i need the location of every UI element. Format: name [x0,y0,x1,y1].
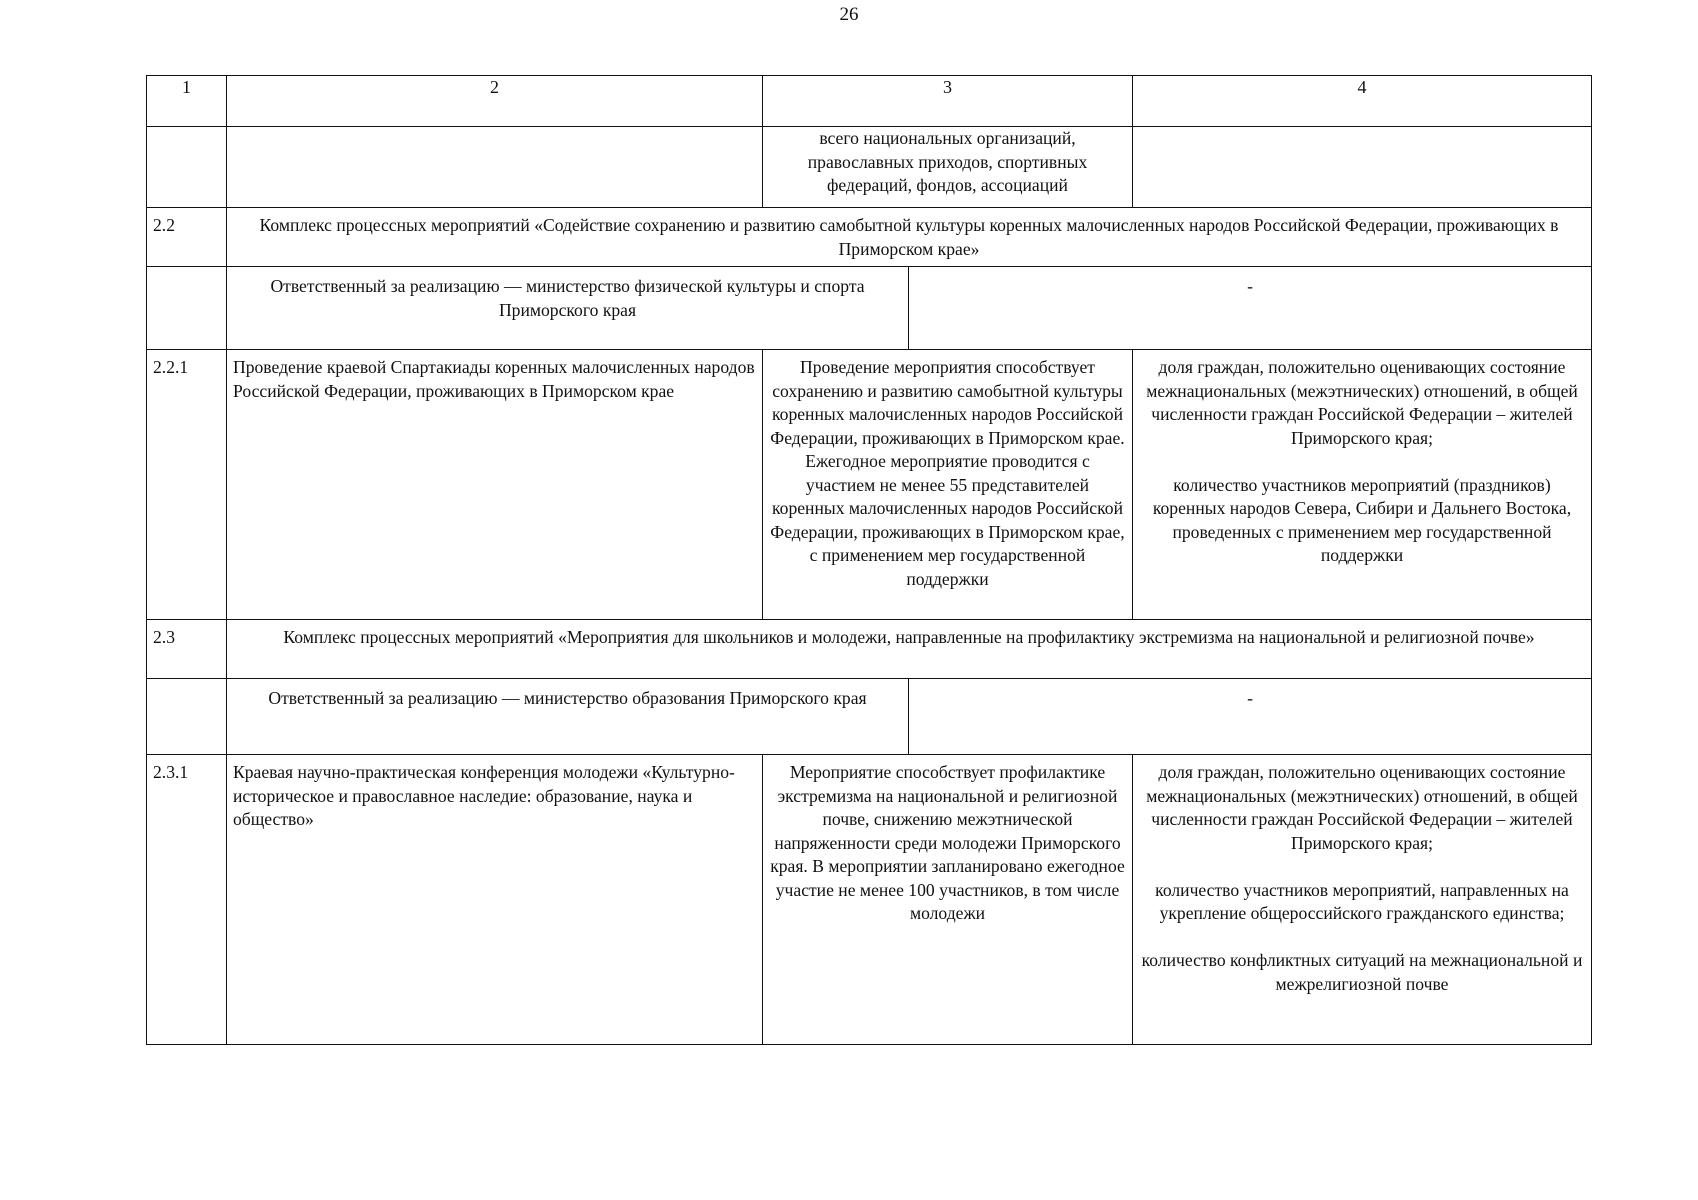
measure-description: Проведение мероприятия способствует сохранению и развитию самобытной культуры коренных малочисленных народов Российской Федерации, проживающих в Приморском крае. Ежегодное мероприятие проводится с участием не менее 55 представителей коренных малочисленных народов Российской Федерации, проживающих в Приморском крае, с применением мер государственной поддержки [763,350,1133,620]
measures-table [146,75,1592,1045]
section-number: 2.2 [147,208,227,267]
measure-indicators [1133,350,1592,620]
indicator-text: доля граждан, положительно оценивающих состояние межнациональных (межэтнических) отношений, в общей численности граждан Российской Федерации – жителей Приморского края; [1146,357,1578,448]
section-title: Комплекс процессных мероприятий «Мероприятия для школьников и молодежи, направленные на профилактику экстремизма на национальной и религиозной почве» [227,620,1592,679]
responsible-right: - [909,267,1592,350]
measure-name: Проведение краевой Спартакиады коренных малочисленных народов Российской Федерации, проживающих в Приморском крае [227,350,763,620]
section-title: Комплекс процессных мероприятий «Содействие сохранению и развитию самобытной культуры коренных малочисленных народов Российской Федерации, проживающих в Приморском крае» [227,208,1592,267]
section-row [147,620,1592,679]
header-col-1: 1 [147,76,227,127]
indicator-text: доля граждан, положительно оценивающих состояние межнациональных (межэтнических) отношений, в общей численности граждан Российской Федерации – жителей Приморского края; [1146,762,1578,853]
measure-description: Мероприятие способствует профилактике экстремизма на национальной и религиозной почве, снижению межэтнической напряженности среди молодежи Приморского края. В мероприятии запланировано ежегодное участие не менее 100 участников, в том числе молодежи [763,755,1133,1045]
indicator-text: количество участников мероприятий, направленных на укрепление общероссийского гражданского единства; [1155,879,1569,923]
responsible-row [147,679,1592,755]
continuation-row [147,127,1592,208]
measure-row [147,755,1592,1045]
measure-number: 2.2.1 [147,350,227,620]
responsible-text: Ответственный за реализацию — министерство физической культуры и спорта Приморского края [227,267,909,350]
responsible-row [147,267,1592,350]
header-col-3: 3 [763,76,1133,127]
measure-row [147,350,1592,620]
indicator-text: количество конфликтных ситуаций на межнациональной и межрелигиозной почве [1141,950,1583,994]
header-row [147,76,1592,127]
continuation-description: всего национальных организаций, православных приходов, спортивных федераций, фондов, ассоциаций [763,127,1133,208]
section-row [147,208,1592,267]
responsible-right: - [909,679,1592,755]
page-number: 26 [839,4,859,25]
measure-number: 2.3.1 [147,755,227,1045]
header-col-2: 2 [227,76,763,127]
indicator-text: количество участников мероприятий (праздников) коренных народов Севера, Сибири и Дальнего Востока, проведенных с применением мер государственной поддержки [1152,474,1572,565]
measure-indicators [1133,755,1592,1045]
section-number: 2.3 [147,620,227,679]
measure-name: Краевая научно-практическая конференция молодежи «Культурно-историческое и православное наследие: образование, наука и общество» [227,755,763,1045]
header-col-4: 4 [1133,76,1592,127]
responsible-text: Ответственный за реализацию — министерство образования Приморского края [227,679,909,755]
